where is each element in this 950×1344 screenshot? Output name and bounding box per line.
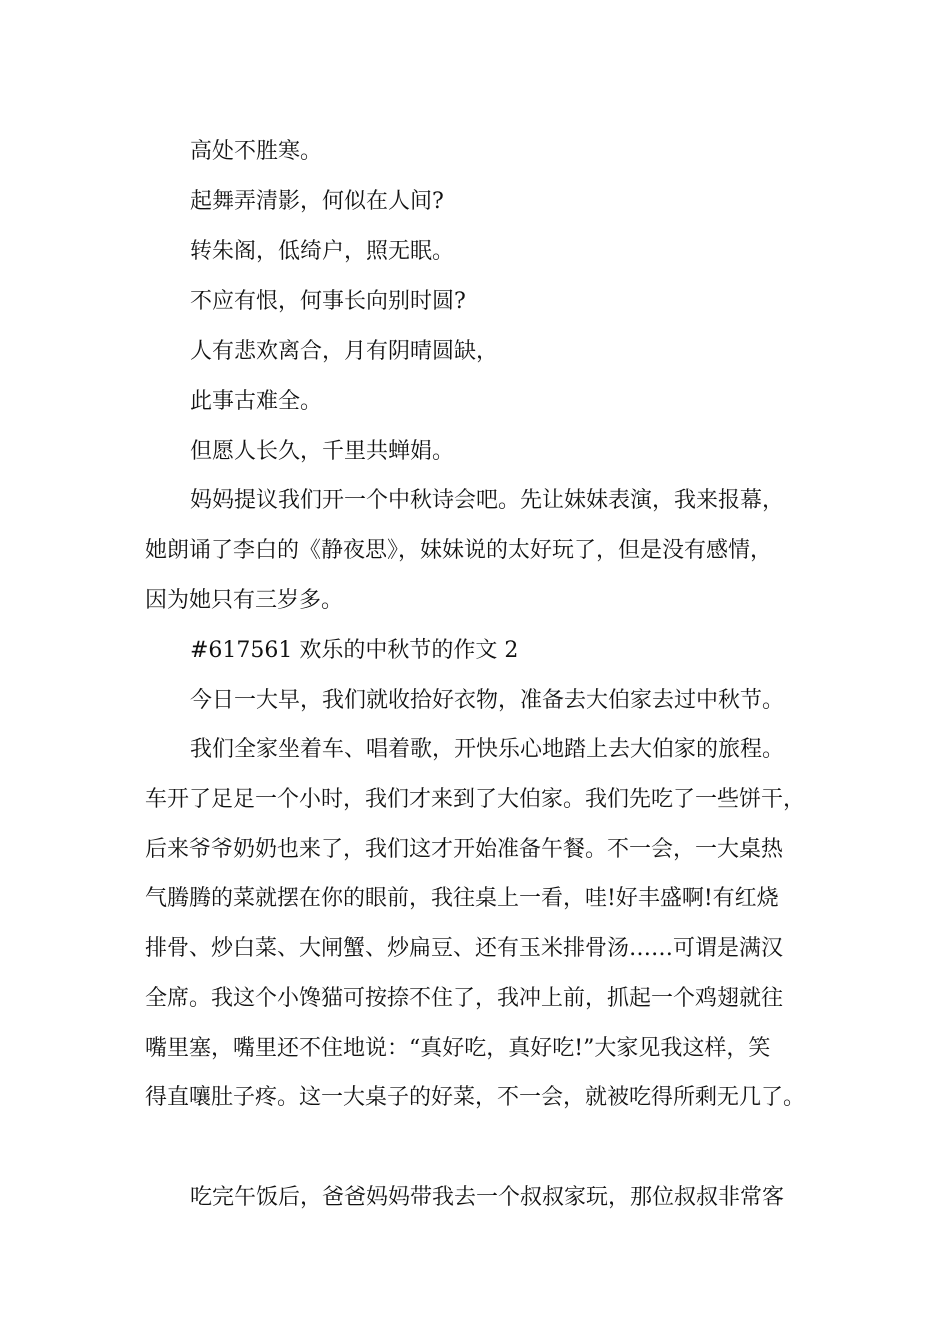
section-heading: #617561 欢乐的中秋节的作文 2	[190, 638, 519, 663]
paragraph-line: 车开了足足一个小时，我们才来到了大伯家。我们先吃了一些饼干，	[145, 787, 806, 812]
poem-line: 此事古难全。	[190, 389, 323, 414]
poem-line: 不应有恨，何事长向别时圆?	[190, 289, 466, 314]
paragraph-line: 嘴里塞，嘴里还不住地说：“真好吃，真好吃!”大家见我这样，笑	[145, 1036, 771, 1061]
paragraph-line: 后来爷爷奶奶也来了，我们这才开始准备午餐。不一会，一大桌热	[145, 837, 784, 862]
paragraph-line: 气腾腾的菜就摆在你的眼前，我往桌上一看，哇!好丰盛啊!有红烧	[145, 886, 779, 911]
paragraph-line: 得直嚷肚子疼。这一大桌子的好菜，不一会，就被吃得所剩无几了。	[145, 1085, 806, 1110]
paragraph-line: 排骨、炒白菜、大闸蟹、炒扁豆、还有玉米排骨汤……可谓是满汉	[145, 936, 784, 961]
poem-line: 起舞弄清影，何似在人间?	[190, 189, 444, 214]
paragraph-line: 今日一大早，我们就收拾好衣物，准备去大伯家去过中秋节。	[190, 688, 785, 713]
poem-line: 高处不胜寒。	[190, 139, 323, 164]
paragraph-line: 她朗诵了李白的《静夜思》，妹妹说的太好玩了，但是没有感情，	[145, 538, 773, 563]
paragraph-line: 妈妈提议我们开一个中秋诗会吧。先让妹妹表演，我来报幕，	[190, 488, 785, 513]
poem-line: 人有悲欢离合，月有阴晴圆缺，	[190, 339, 499, 364]
poem-line: 转朱阁，低绮户，照无眠。	[190, 239, 455, 264]
paragraph-line: 吃完午饭后，爸爸妈妈带我去一个叔叔家玩，那位叔叔非常客	[190, 1185, 785, 1210]
poem-line: 但愿人长久，千里共蝉娟。	[190, 439, 455, 464]
paragraph-line: 因为她只有三岁多。	[145, 588, 344, 613]
paragraph-line: 全席。我这个小馋猫可按捺不住了，我冲上前，抓起一个鸡翅就往	[145, 986, 784, 1011]
paragraph-line: 我们全家坐着车、唱着歌，开快乐心地踏上去大伯家的旅程。	[190, 737, 785, 762]
